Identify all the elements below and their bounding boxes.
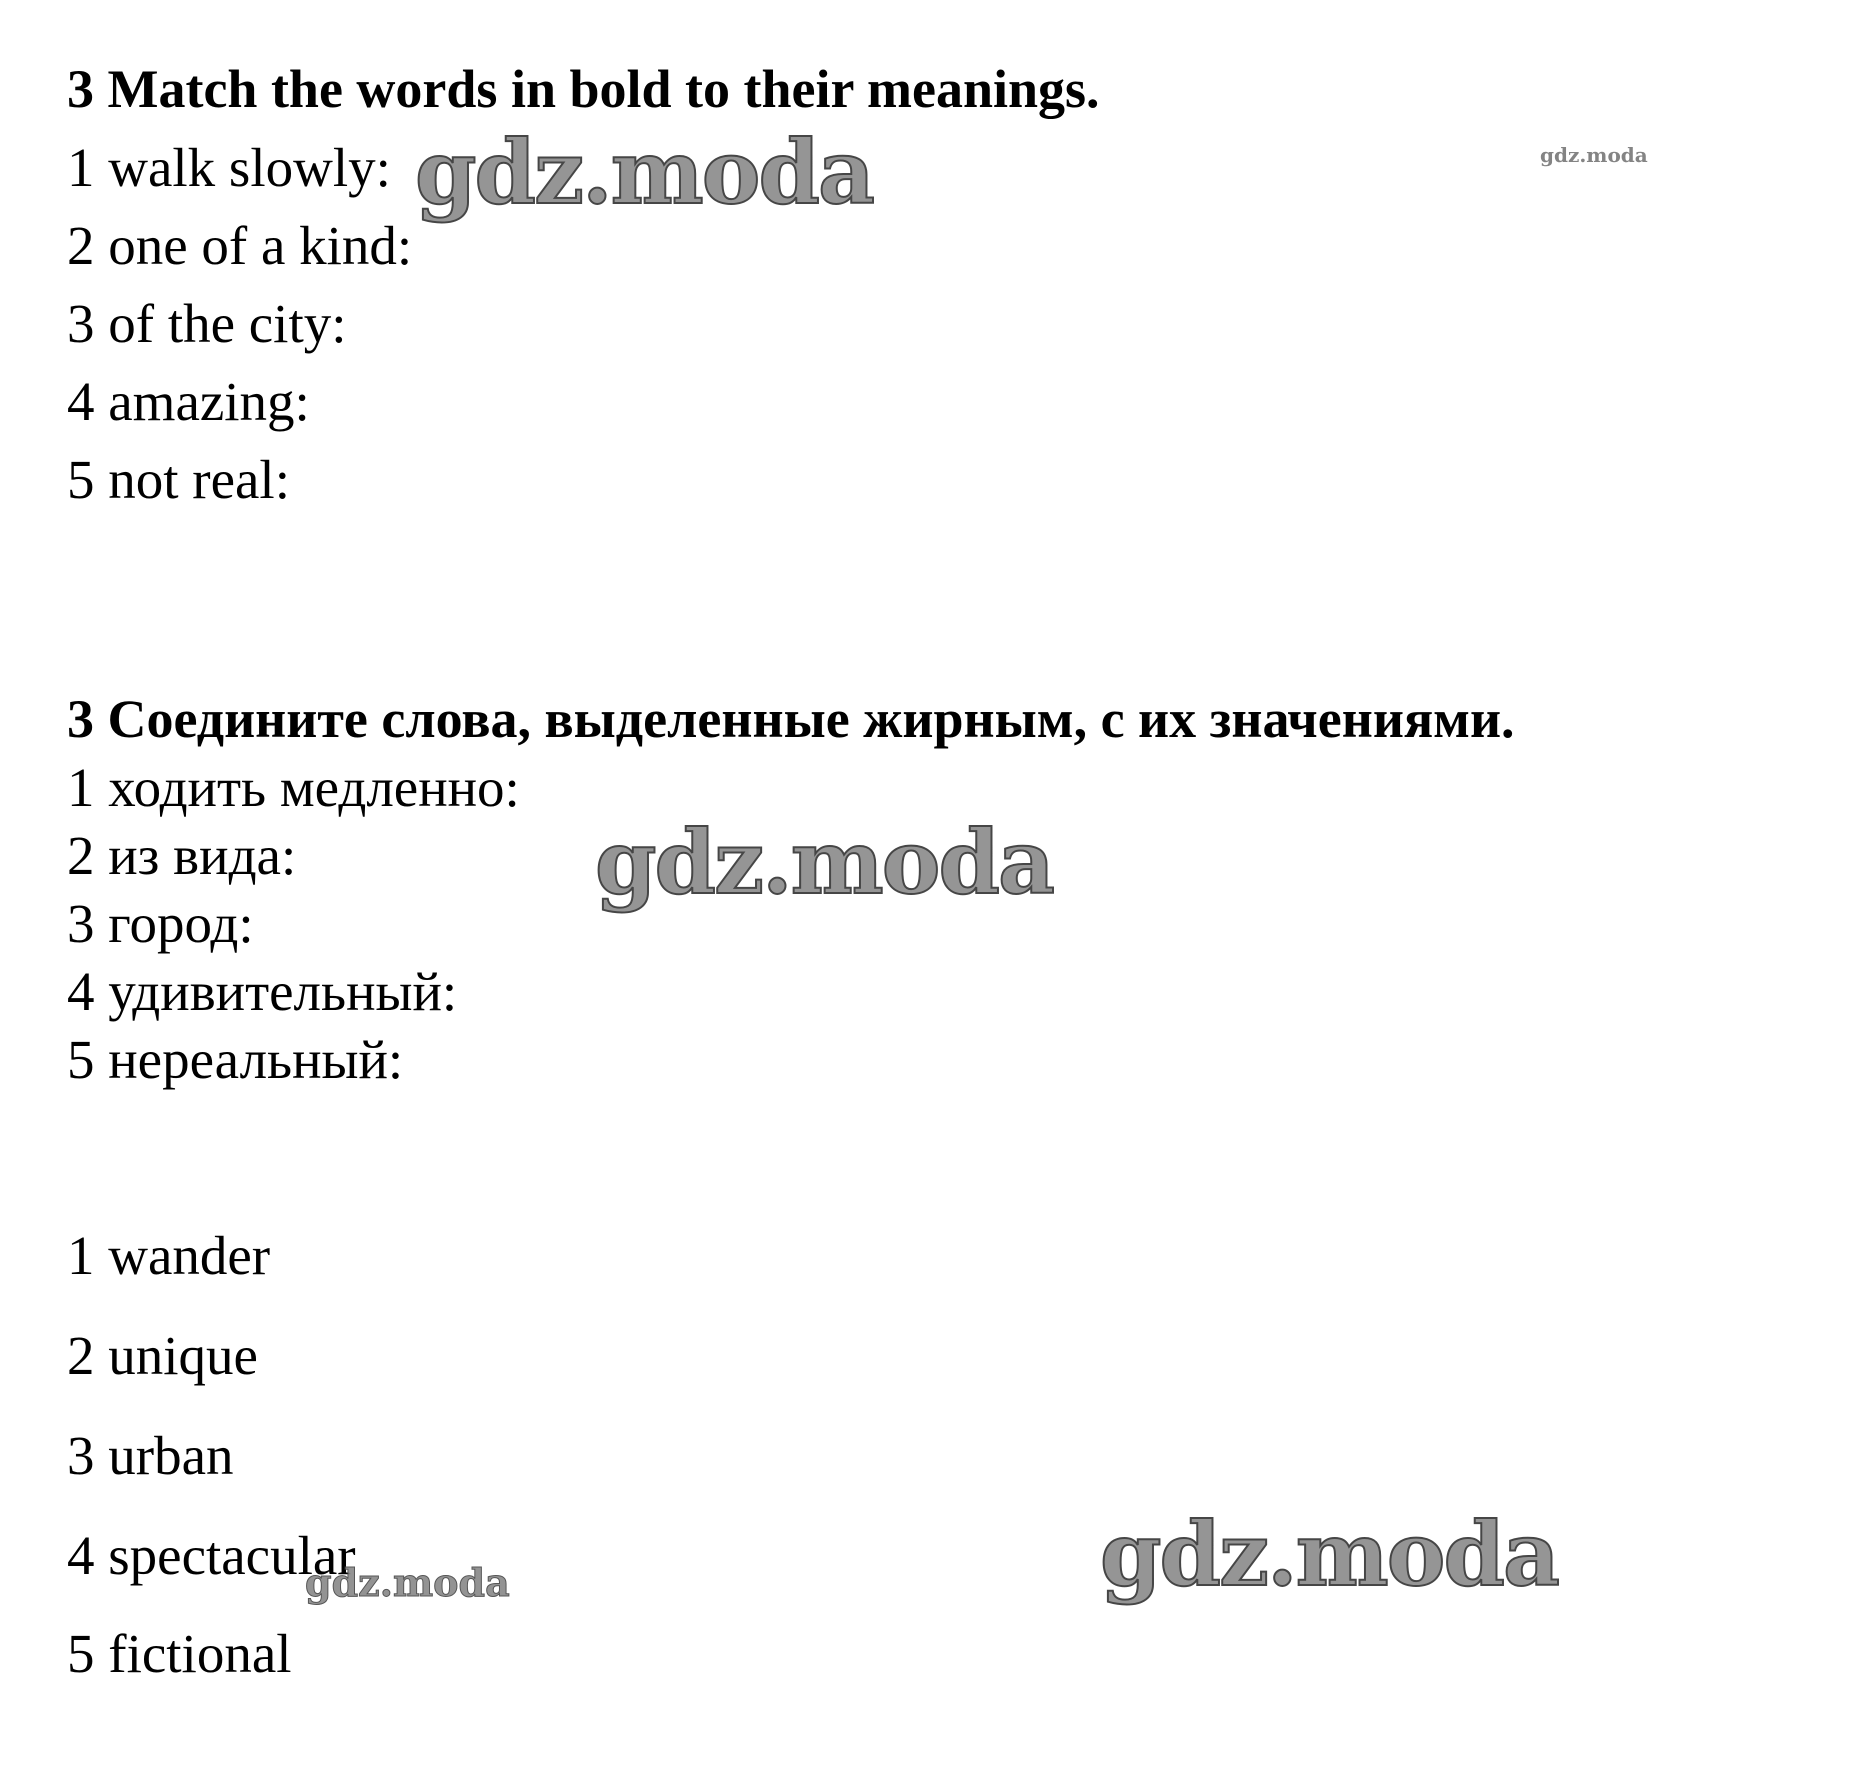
answer-item-2: 2 unique [67, 1325, 258, 1386]
task-item-en-1: 1 walk slowly: [67, 137, 391, 198]
watermark-large-1: gdz.moda [415, 120, 874, 224]
watermark-large-2: gdz.moda [595, 810, 1054, 914]
watermark-large-3: gdz.moda [1100, 1502, 1559, 1606]
task-item-ru-5: 5 нереальный: [67, 1029, 404, 1090]
task-item-en-2: 2 one of a kind: [67, 215, 413, 276]
task-item-ru-1: 1 ходить медленно: [67, 757, 520, 818]
task-item-en-5: 5 not real: [67, 449, 290, 510]
task-item-ru-4: 4 удивительный: [67, 961, 458, 1022]
answer-item-1: 1 wander [67, 1225, 271, 1286]
watermark-small-1: gdz.moda [1540, 143, 1648, 167]
task-item-ru-2: 2 из вида: [67, 825, 297, 886]
task-item-en-4: 4 amazing: [67, 371, 310, 432]
watermark-small-2: gdz.moda [305, 1560, 510, 1605]
answer-item-4: 4 spectacular [67, 1525, 356, 1586]
task-heading-ru: 3 Соедините слова, выделенные жирным, с их значениями. [67, 689, 1515, 749]
task-item-ru-3: 3 город: [67, 893, 254, 954]
answer-item-3: 3 urban [67, 1425, 234, 1486]
answer-item-5: 5 fictional [67, 1623, 292, 1684]
task-item-en-3: 3 of the city: [67, 293, 347, 354]
task-heading-en: 3 Match the words in bold to their meanings. [67, 59, 1100, 119]
